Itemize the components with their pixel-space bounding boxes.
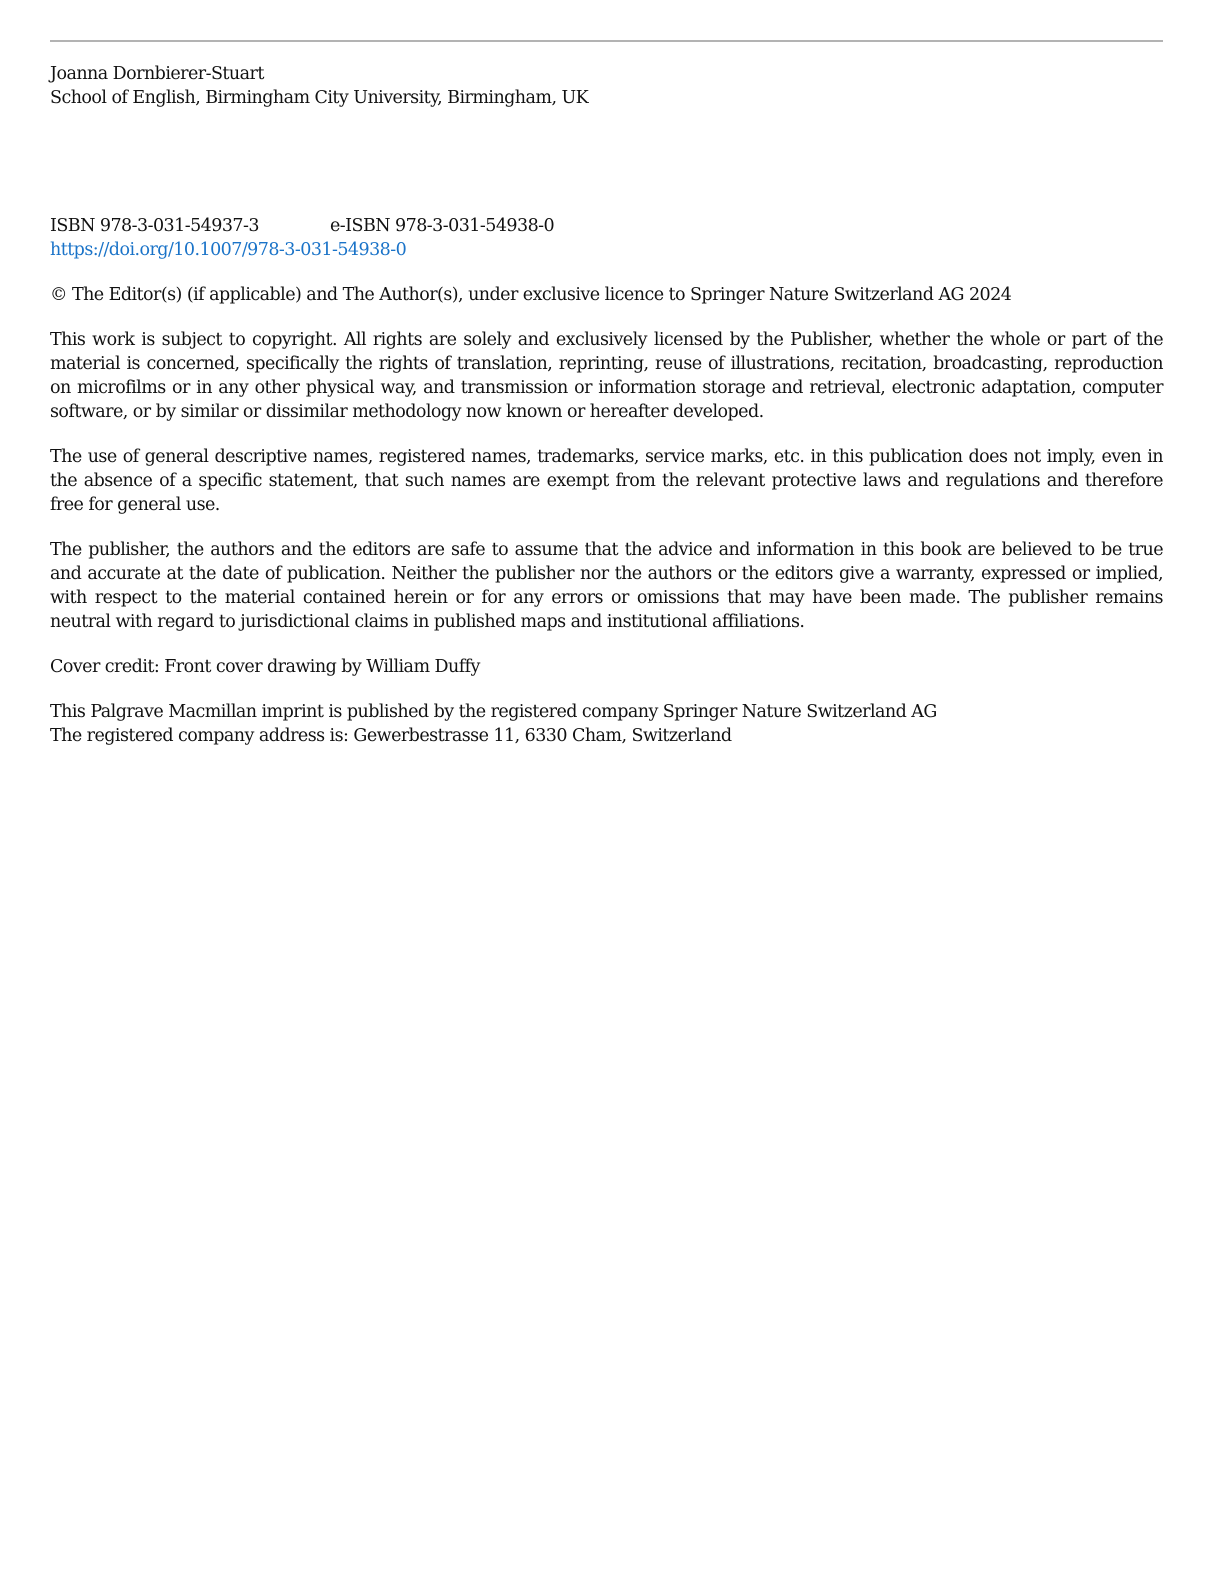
isbn-print: ISBN 978-3-031-54937-3 — [50, 216, 259, 236]
trademarks-paragraph: The use of general descriptive names, registered names, trademarks, service marks, etc. in this publication does not imply, even in the absence of a specific statement, that such names are exempt from the relevant protective laws and regulations and therefore free for general use. — [50, 447, 1163, 515]
editor-name: Joanna Dornbierer-Stuart — [50, 64, 264, 84]
isbn-electronic: e-ISBN 978-3-031-54938-0 — [330, 216, 555, 236]
page-content — [50, 62, 1163, 748]
editor-affiliation: School of English, Birmingham City University, Birmingham, UK — [50, 88, 589, 108]
top-rule — [50, 40, 1163, 42]
copyright-notice: © The Editor(s) (if applicable) and The Author(s), under exclusive licence to Springer Nature Switzerland AG 2024 — [50, 285, 1012, 305]
isbn-block — [50, 214, 1163, 262]
isbn-row — [50, 214, 1163, 238]
imprint-address-line: The registered company address is: Gewerbestrasse 11, 6330 Cham, Switzerland — [50, 726, 732, 746]
cover-credit: Cover credit: Front cover drawing by William Duffy — [50, 657, 480, 677]
imprint-block — [50, 700, 1163, 748]
editor-block — [50, 62, 1163, 110]
disclaimer-paragraph: The publisher, the authors and the editors are safe to assume that the advice and information in this book are believed to be true and accurate at the date of publication. Neither the publisher nor the authors or the editors give a warranty, expressed or implied, with respect to the material contained herein or for any errors or omissions that may have been made. The publisher remains neutral with regard to jurisdictional claims in published maps and institutional affiliations. — [50, 540, 1163, 632]
rights-paragraph: This work is subject to copyright. All rights are solely and exclusively licensed by the Publisher, whether the whole or part of the material is concerned, specifically the rights of translation, reprinting, reuse of illustrations, recitation, broadcasting, reproduction on microfilms or in any other physical way, and transmission or information storage and retrieval, electronic adaptation, computer software, or by similar or dissimilar methodology now known or hereafter developed. — [50, 330, 1163, 422]
imprint-publisher-line: This Palgrave Macmillan imprint is published by the registered company Springer Nature Switzerland AG — [50, 702, 937, 722]
doi-link[interactable]: https://doi.org/10.1007/978-3-031-54938-0 — [50, 240, 407, 260]
